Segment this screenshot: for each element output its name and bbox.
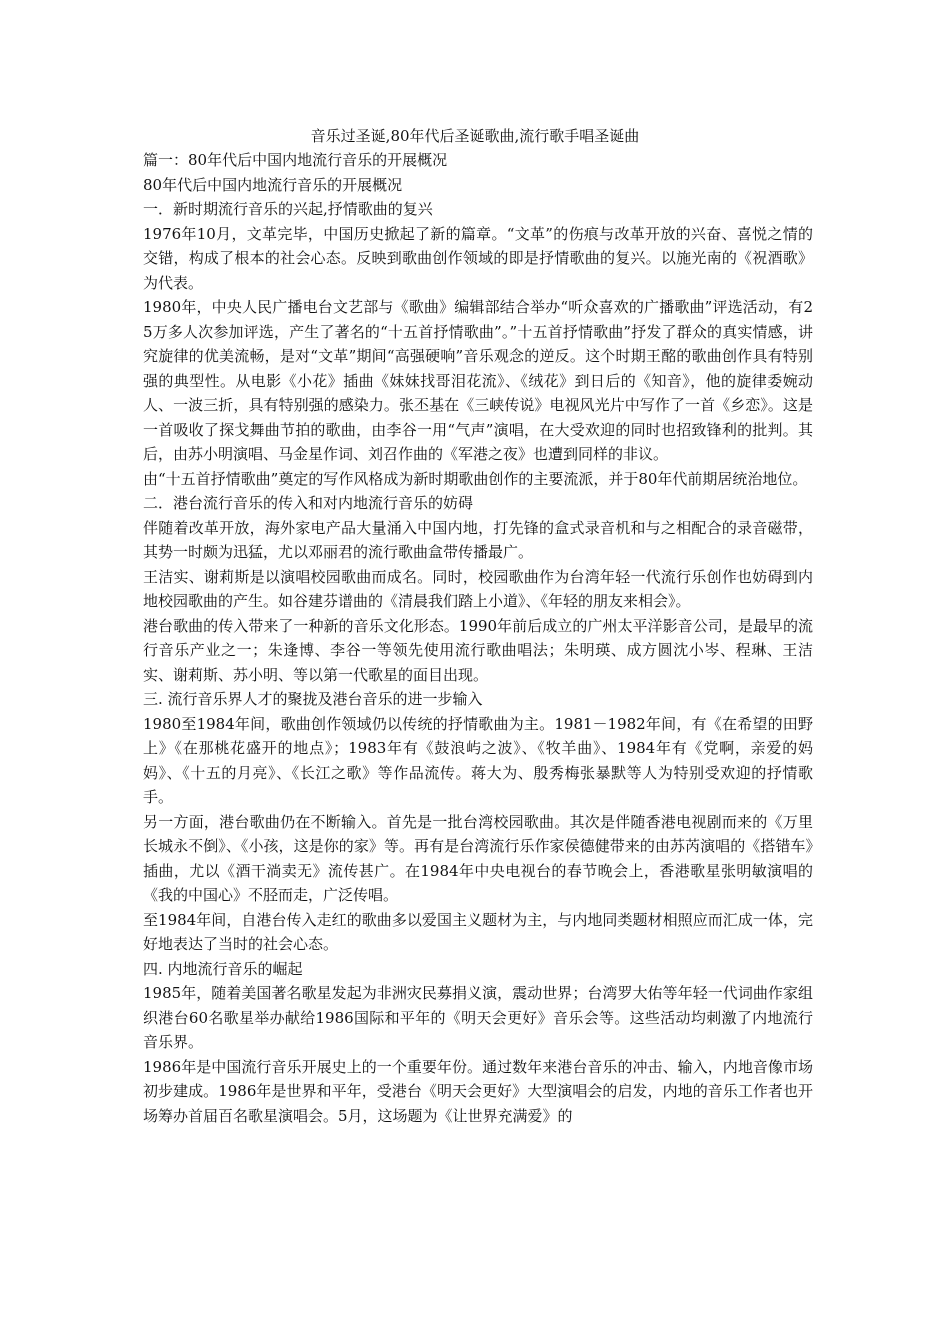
body-paragraph: 由“十五首抒情歌曲”奠定的写作风格成为新时期歌曲创作的主要流派，并于80年代前期居统治地位。 bbox=[143, 469, 808, 488]
document-body bbox=[143, 148, 813, 1128]
section-heading: 一．新时期流行音乐的兴起,抒情歌曲的复兴 bbox=[143, 200, 433, 218]
section-heading: 篇一：80年代后中国内地流行音乐的开展概况 bbox=[143, 151, 448, 169]
body-paragraph: 另一方面，港台歌曲仍在不断输入。首先是一批台湾校园歌曲。其次是伴随香港电视剧而来的《万里长城永不倒》、《小孩，这是你的家》等。再有是台湾流行乐作家侯德健带来的由苏芮演唱的《搭错车》插曲，尤以《酒干淌卖无》流传甚广。在1984年中央电视台的春节晚会上，香港歌星张明敏演唱的《我的中国心》不胫而走，广泛传唱。 bbox=[143, 812, 813, 904]
body-paragraph: 至1984年间，自港台传入走红的歌曲多以爱国主义题材为主，与内地同类题材相照应而汇成一体，完好地表达了当时的社会心态。 bbox=[143, 910, 813, 953]
body-paragraph: 1986年是中国流行音乐开展史上的一个重要年份。通过数年来港台音乐的冲击、输入，内地音像市场初步建成。1986年是世界和平年，受港台《明天会更好》大型演唱会的启发，内地的音乐工作者也开场筹办首届百名歌星演唱会。5月，这场题为《让世界充满爱》的 bbox=[143, 1057, 813, 1125]
body-paragraph: 1976年10月，文革完毕，中国历史掀起了新的篇章。“文革”的伤痕与改革开放的兴奋、喜悦之情的交错，构成了根本的社会心态。反映到歌曲创作领域的即是抒情歌曲的复兴。以施光南的《祝酒歌》为代表。 bbox=[143, 224, 813, 292]
section-heading: 三. 流行音乐界人才的聚拢及港台音乐的进一步输入 bbox=[143, 690, 483, 708]
document-title: 音乐过圣诞,80年代后圣诞歌曲,流行歌手唱圣诞曲 bbox=[310, 127, 640, 145]
body-paragraph: 1985年，随着美国著名歌星发起为非洲灾民募捐义演，震动世界；台湾罗大佑等年轻一代词曲作家组织港台60名歌星举办献给1986国际和平年的《明天会更好》音乐会等。这些活动均刺激了内地流行音乐界。 bbox=[143, 984, 813, 1051]
section-heading: 80年代后中国内地流行音乐的开展概况 bbox=[143, 175, 403, 194]
body-paragraph: 港台歌曲的传入带来了一种新的音乐文化形态。1990年前后成立的广州太平洋影音公司，是最早的流行音乐产业之一；朱逢博、李谷一等领先使用流行歌曲唱法；朱明瑛、成方圆沈小岑、程琳、王洁实、谢莉斯、苏小明、等以第一代歌星的面目出现。 bbox=[143, 616, 813, 684]
body-paragraph: 伴随着改革开放，海外家电产品大量涌入中国内地，打先锋的盒式录音机和与之相配合的录音磁带，其势一时颇为迅猛，尤以邓丽君的流行歌曲盒带传播最广。 bbox=[143, 518, 813, 561]
body-paragraph: 1980至1984年间，歌曲创作领域仍以传统的抒情歌曲为主。1981－1982年间，有《在希望的田野上》《在那桃花盛开的地点》；1983年有《鼓浪屿之波》、《牧羊曲》、1984年有《党啊，亲爱的妈妈》、《十五的月亮》、《长江之歌》等作品流传。蒋大为、殷秀梅张暴默等人为特别受欢迎的抒情歌手。 bbox=[143, 714, 813, 806]
body-paragraph: 王洁实、谢莉斯是以演唱校园歌曲而成名。同时，校园歌曲作为台湾年轻一代流行乐创作也妨碍到内地校园歌曲的产生。如谷建芬谱曲的《清晨我们踏上小道》、《年轻的朋友来相会》。 bbox=[143, 567, 813, 610]
body-paragraph: 1980年，中央人民广播电台文艺部与《歌曲》编辑部结合举办“听众喜欢的广播歌曲”评选活动，有25万多人次参加评选，产生了著名的“十五首抒情歌曲”。”十五首抒情歌曲”抒发了群众的真实情感，讲究旋律的优美流畅，是对“文革”期间“高强硬响”音乐观念的逆反。这个时期王酩的歌曲创作具有特别强的典型性。从电影《小花》插曲《妹妹找哥泪花流》、《绒花》到日后的《知音》，他的旋律委婉动人、一波三折，具有特别强的感染力。张丕基在《三峡传说》电视风光片中写作了一首《乡恋》。这是一首吸收了探戈舞曲节拍的歌曲，由李谷一用“气声”演唱，在大受欢迎的同时也招致锋利的批判。其后，由苏小明演唱、马金星作词、刘召作曲的《军港之夜》也遭到同样的非议。 bbox=[143, 298, 813, 463]
section-heading: 二．港台流行音乐的传入和对内地流行音乐的妨碍 bbox=[143, 494, 474, 512]
section-heading: 四. 内地流行音乐的崛起 bbox=[143, 959, 303, 978]
